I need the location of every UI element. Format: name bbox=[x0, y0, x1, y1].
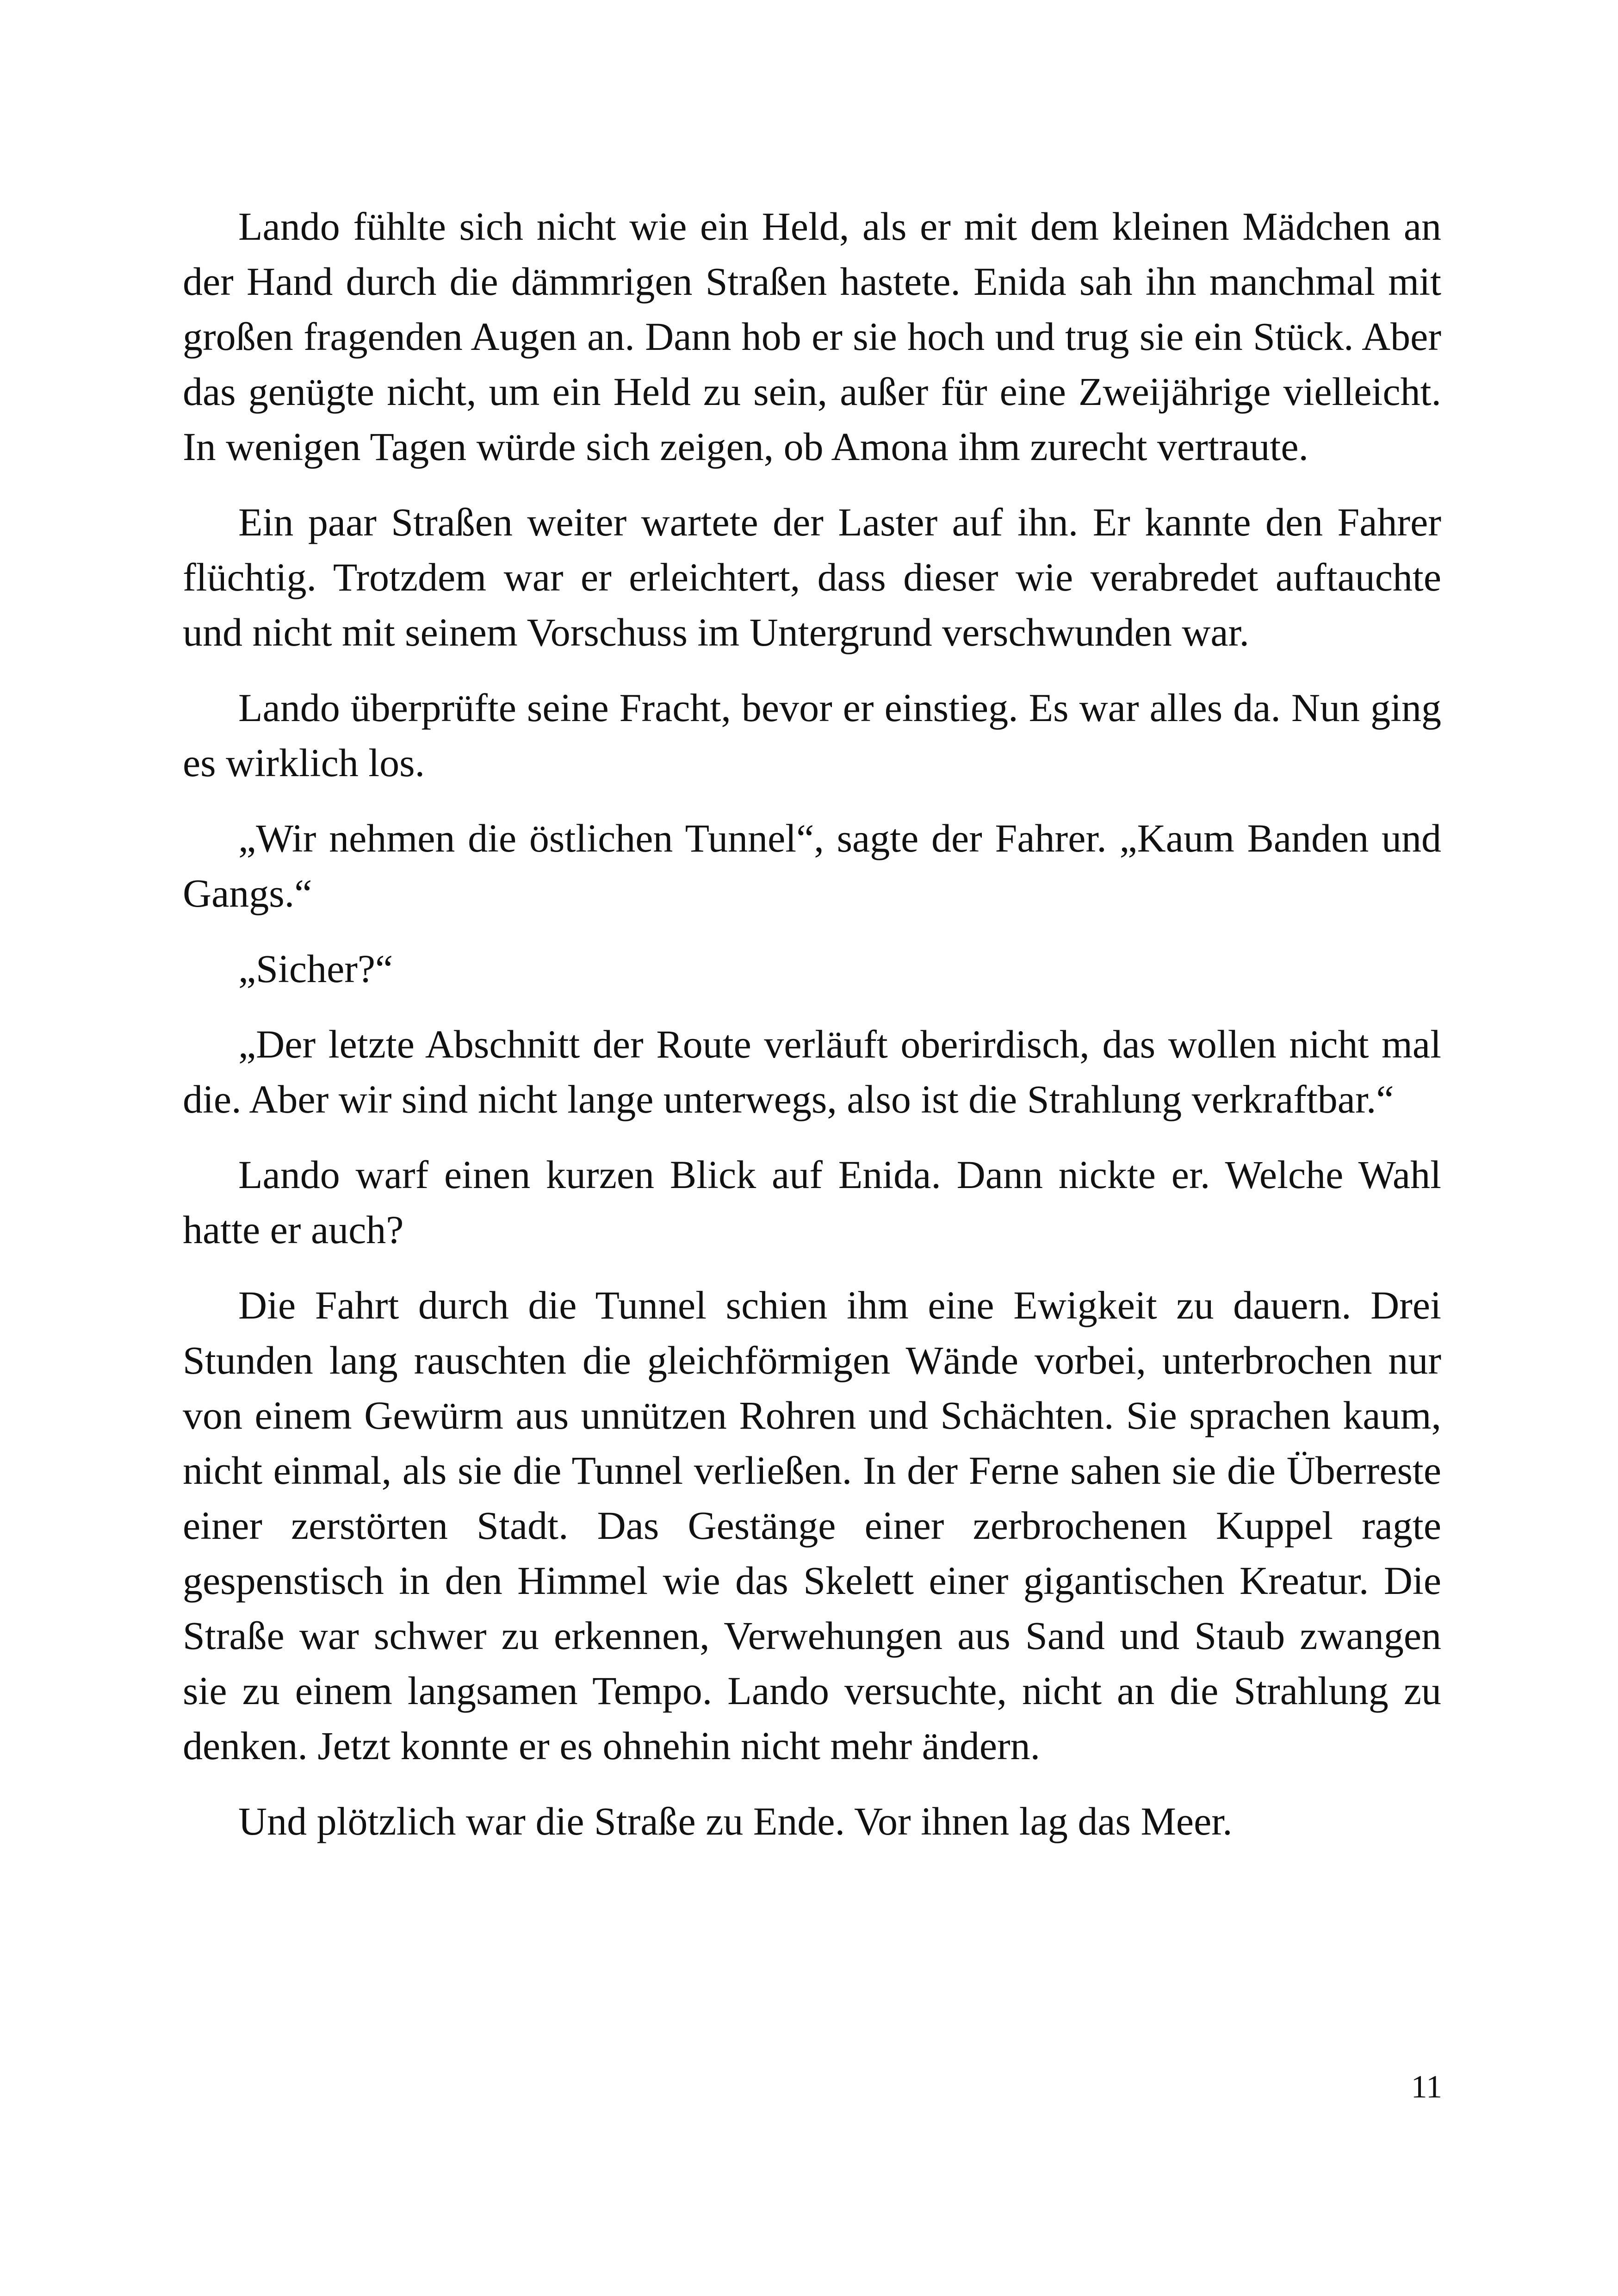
paragraph: Und plötzlich war die Straße zu Ende. Vor ihnen lag das Meer. bbox=[238, 1799, 1233, 1843]
paragraph: Lando überprüfte seine Fracht, bevor er einstieg. Es war alles da. Nun ging es wirklich los. bbox=[183, 685, 1441, 785]
paragraph: Lando warf einen kurzen Blick auf Enida. Dann nickte er. Welche Wahl hatte er auch? bbox=[183, 1152, 1441, 1252]
paragraph: „Sicher?“ bbox=[238, 946, 393, 991]
paragraph: „Wir nehmen die östlichen Tunnel“, sagte der Fahrer. „Kaum Banden und Gangs.“ bbox=[183, 816, 1441, 915]
paragraph: Die Fahrt durch die Tunnel schien ihm eine Ewigkeit zu dauern. Drei Stunden lang rauschten die gleichförmigen Wände vorbei, unterbrochen nur von einem Gewürm aus unnützen Rohren und Schächten. Sie sprachen kaum, nicht einmal, als sie die Tunnel verließen. In der Ferne sahen sie die Überreste einer zerstörten Stadt. Das Gestänge einer zerbrochenen Kuppel ragte gespenstisch in den Himmel wie das Skelett einer gigantischen Kreatur. Die Straße war schwer zu erkennen, Verwehungen aus Sand und Staub zwangen sie zu einem langsamen Tempo. Lando versuchte, nicht an die Strahlung zu denken. Jetzt konnte er es ohnehin nicht mehr ändern. bbox=[183, 1283, 1441, 1768]
body-text bbox=[183, 199, 1441, 1869]
paragraph: „Der letzte Abschnitt der Route verläuft oberirdisch, das wollen nicht mal die. Aber wir sind nicht lange unterwegs, also ist die Strahlung verkraftbar.“ bbox=[183, 1022, 1441, 1121]
page-number: 11 bbox=[1411, 2069, 1442, 2105]
paragraph: Lando fühlte sich nicht wie ein Held, als er mit dem kleinen Mädchen an der Hand durch die dämmrigen Straßen hastete. Enida sah ihn manchmal mit großen fragenden Augen an. Dann hob er sie hoch und trug sie ein Stück. Aber das genügte nicht, um ein Held zu sein, außer für eine Zweijährige vielleicht. In wenigen Tagen würde sich zeigen, ob Amona ihm zurecht vertraute. bbox=[183, 204, 1441, 469]
paragraph: Ein paar Straßen weiter wartete der Laster auf ihn. Er kannte den Fahrer flüchtig. Trotzdem war er erleichtert, dass dieser wie verabredet auftauchte und nicht mit seinem Vorschuss im Untergrund verschwunden war. bbox=[183, 500, 1441, 654]
